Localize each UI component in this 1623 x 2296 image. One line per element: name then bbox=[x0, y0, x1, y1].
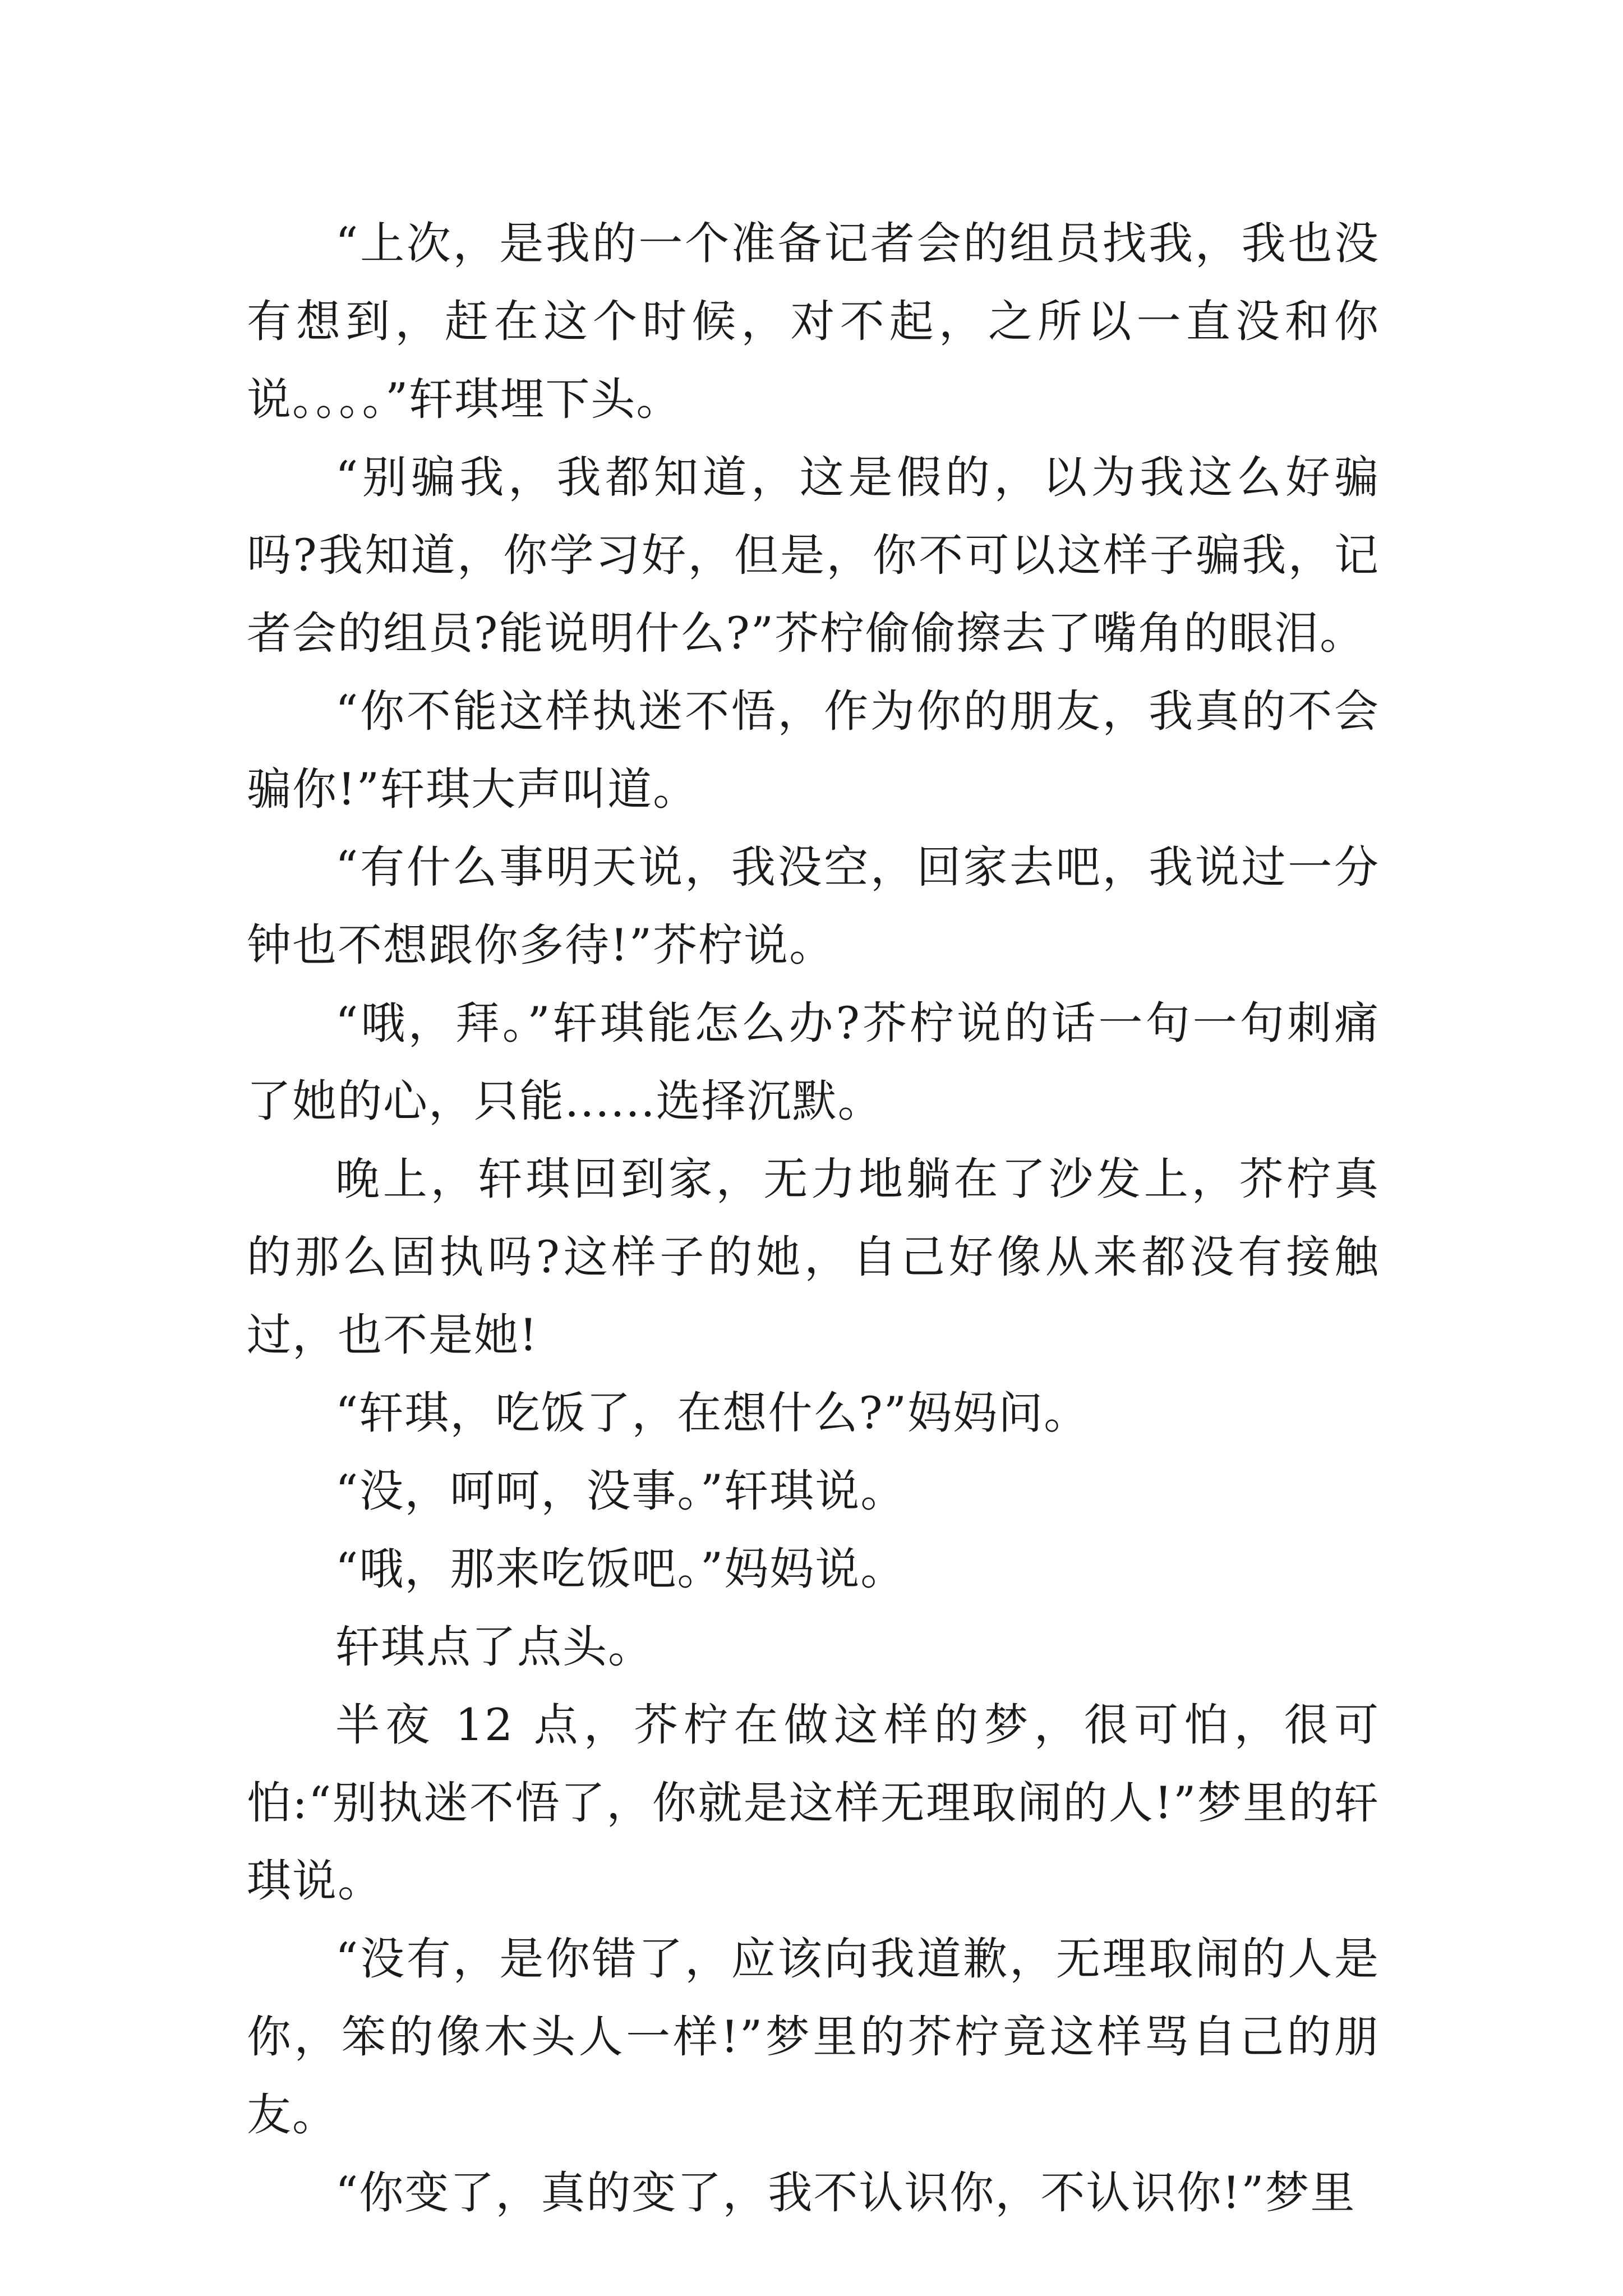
paragraph: 半夜 12 点，芥柠在做这样的梦，很可怕，很可怕:“别执迷不悟了，你就是这样无理取闹的人!”梦里的轩琪说。 bbox=[247, 1699, 1380, 1907]
paragraph: “你变了，真的变了，我不认识你，不认识你!”梦里 bbox=[335, 2167, 1356, 2219]
paragraph: “哦，那来吃饭吧。”妈妈说。 bbox=[335, 1543, 906, 1595]
paragraph: “有什么事明天说，我没空，回家去吧，我说过一分钟也不想跟你多待!”芥柠说。 bbox=[247, 841, 1380, 971]
body-text bbox=[247, 205, 1380, 2232]
paragraph: “没有，是你错了，应该向我道歉，无理取闹的人是你，笨的像木头人一样!”梦里的芥柠竟这样骂自己的朋友。 bbox=[247, 1933, 1380, 2141]
paragraph: 轩琪点了点头。 bbox=[335, 1621, 653, 1673]
paragraph: “哦，拜。”轩琪能怎么办?芥柠说的话一句一句刺痛了她的心，只能......选择沉默。 bbox=[247, 997, 1380, 1127]
paragraph: “你不能这样执迷不悟，作为你的朋友，我真的不会骗你!”轩琪大声叫道。 bbox=[247, 685, 1380, 815]
paragraph: “上次，是我的一个准备记者会的组员找我，我也没有想到，赶在这个时候，对不起，之所以一直没和你说。。。。”轩琪埋下头。 bbox=[247, 218, 1380, 425]
paragraph: “别骗我，我都知道，这是假的，以为我这么好骗吗?我知道，你学习好，但是，你不可以这样子骗我，记者会的组员?能说明什么?”芥柠偷偷擦去了嘴角的眼泪。 bbox=[247, 452, 1380, 659]
paragraph: “没，呵呵，没事。”轩琪说。 bbox=[335, 1465, 906, 1517]
paragraph: “轩琪，吃饭了，在想什么?”妈妈问。 bbox=[335, 1387, 1090, 1439]
paragraph: 晚上，轩琪回到家，无力地躺在了沙发上，芥柠真的那么固执吗?这样子的她，自己好像从来都没有接触过，也不是她! bbox=[247, 1153, 1380, 1361]
